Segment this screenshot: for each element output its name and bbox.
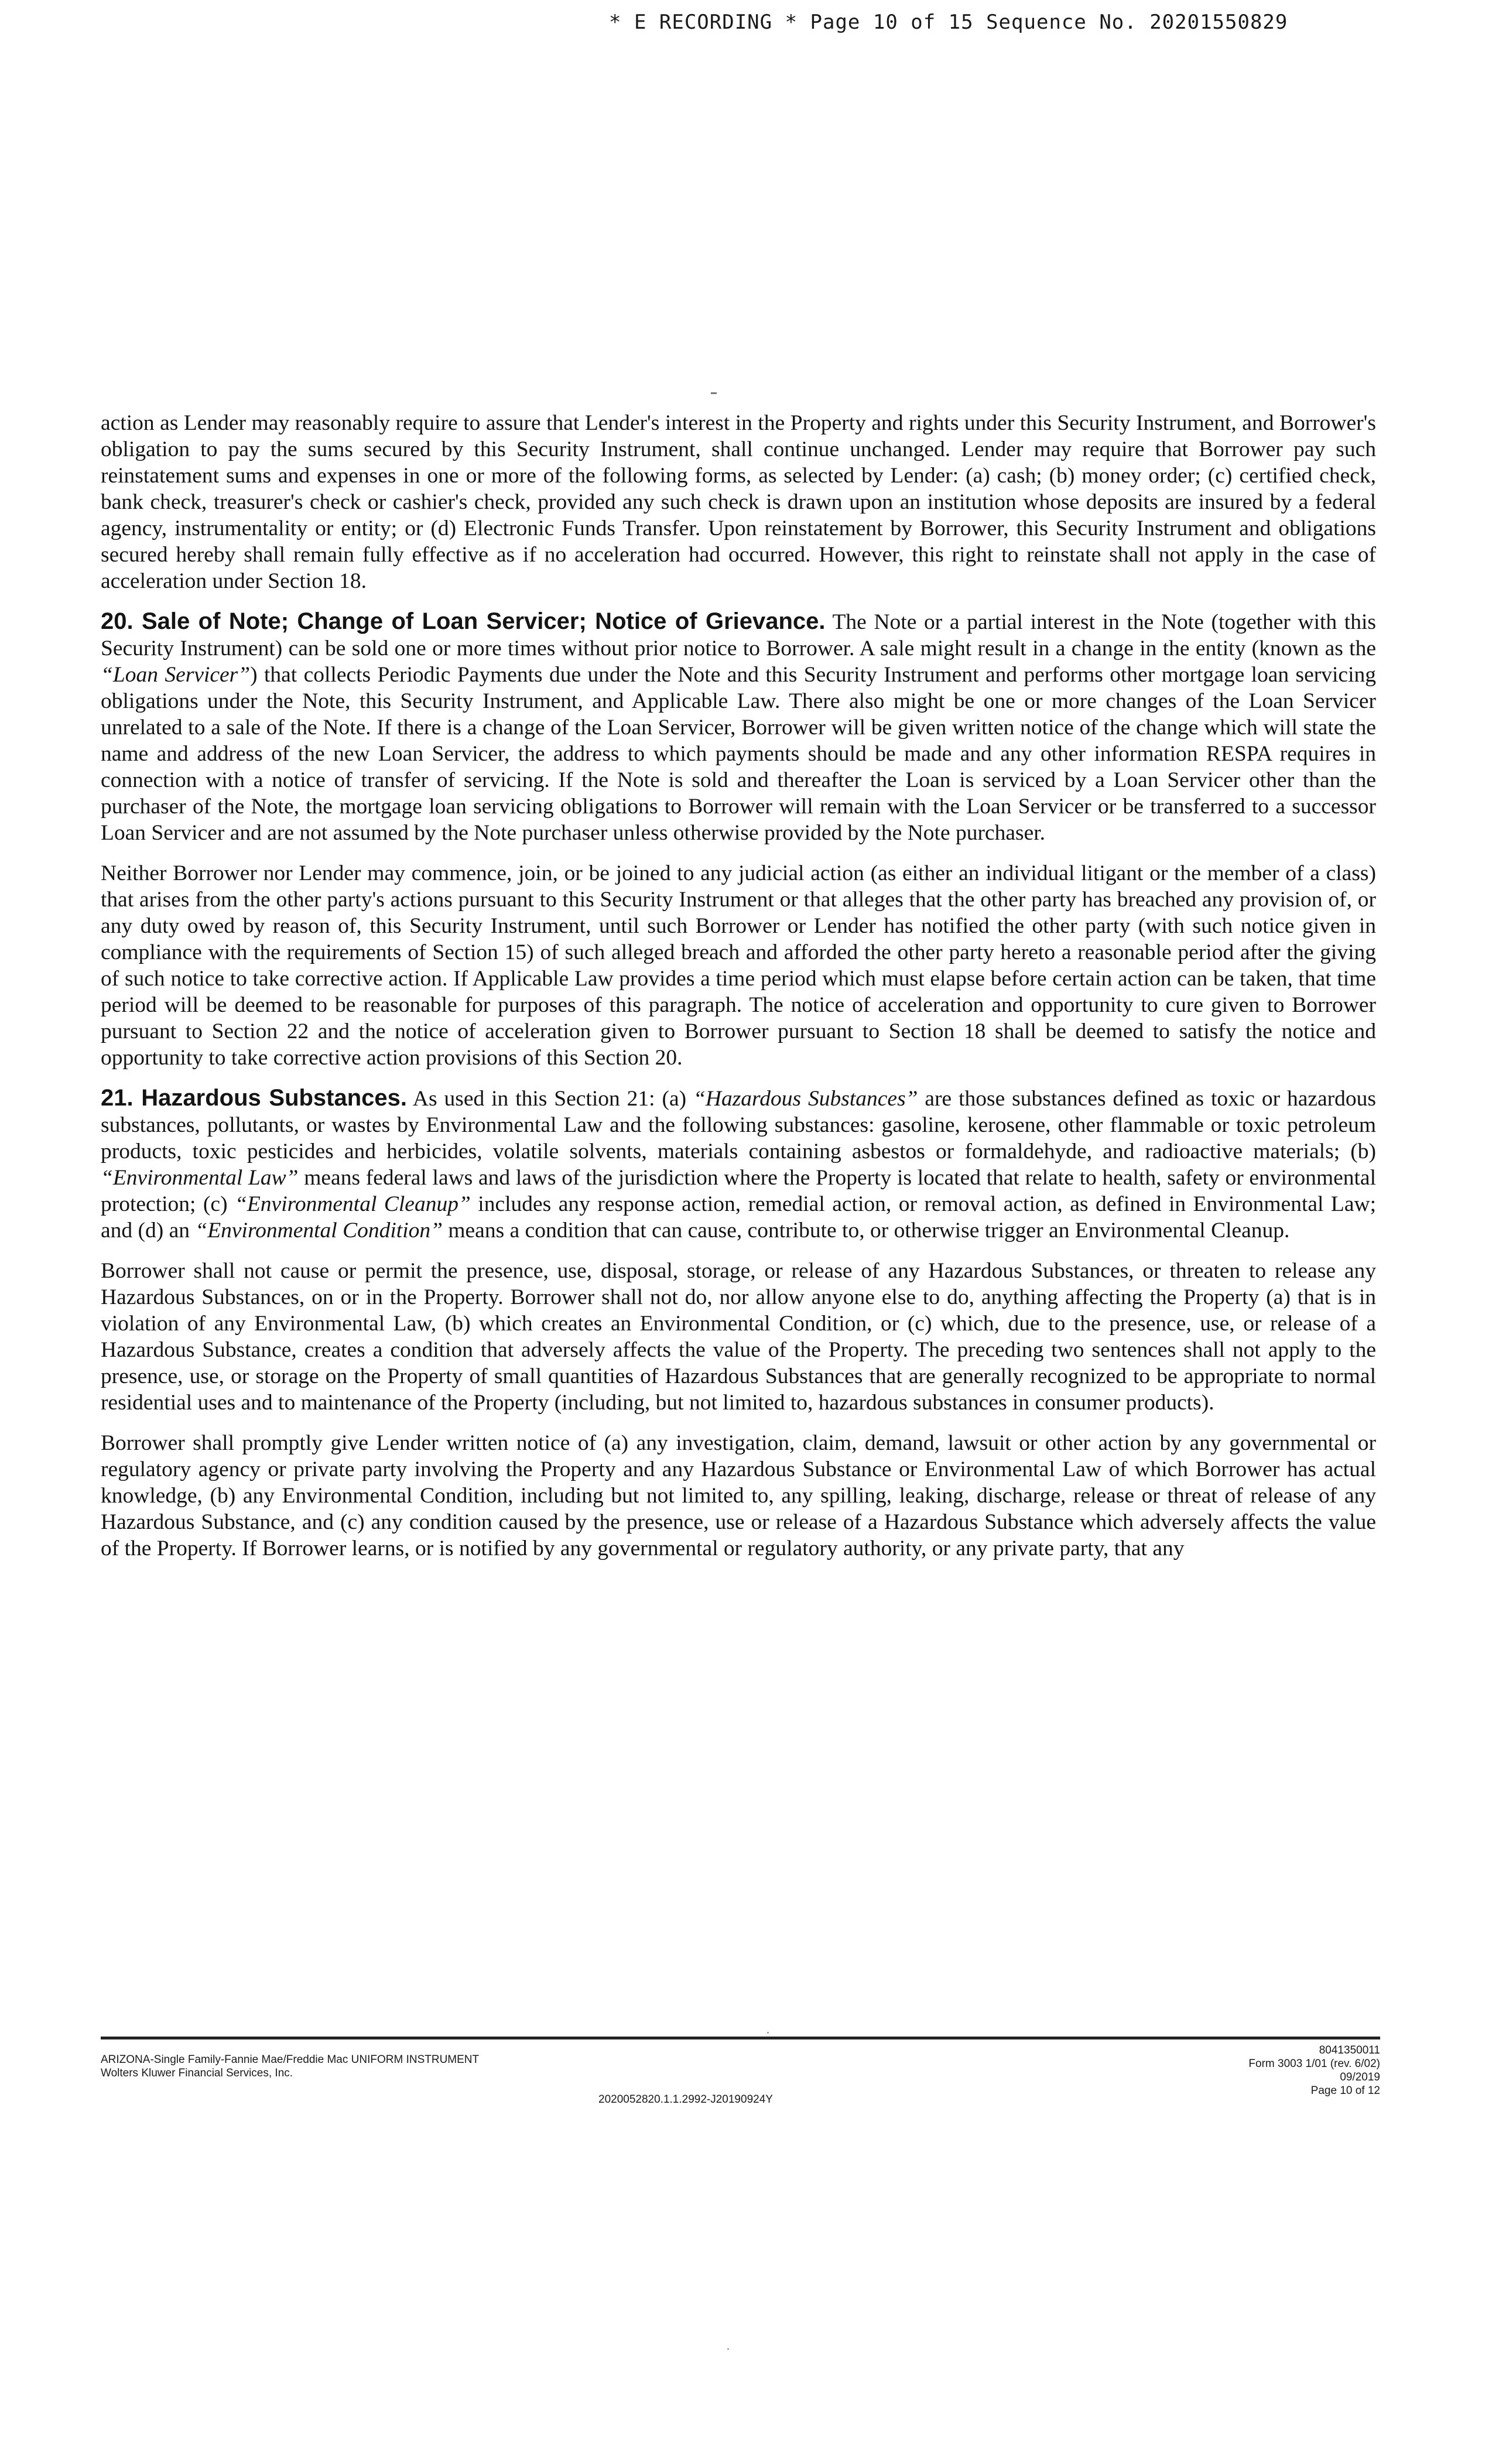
term-loan-servicer: “Loan Servicer” [101,663,251,687]
term-environmental-condition: “Environmental Condition” [195,1219,443,1243]
section-21-text-d: includes any response action, remedial action, or removal action, as defined in Environmental Law; and (d) an [101,1192,1376,1243]
paragraph-continuation: action as Lender may reasonably require to assure that Lender's interest in the Property and rights under this Security Instrument, and Borrower's obligation to pay the sums secured by this Security Instrument, shall continue unchanged. Lender may require that Borrower pay such reinstatement sums and expenses in one or more of the following forms, as selected by Lender: (a) cash; (b) money order; (c) certified check, bank check, treasurer's check or cashier's check, provided any such check is drawn upon an institution whose deposits are insured by a federal agency, instrumentality or entity; or (d) Electronic Funds Transfer. Upon reinstatement by Borrower, this Security Instrument and obligations secured hereby shall remain fully effective as if no acceleration had occurred. However, this right to reinstate shall not apply in the case of acceleration under Section 18. [101,411,1376,593]
section-21-text-e: means a condition that can cause, contribute to, or otherwise trigger an Environmental Cleanup. [442,1219,1290,1243]
form-date: 09/2019 [1340,2071,1380,2083]
section-21 [101,1085,1376,1244]
form-title: ARIZONA-Single Family-Fannie Mae/Freddie Mac UNIFORM INSTRUMENT [101,2054,480,2066]
term-environmental-cleanup: “Environmental Cleanup” [235,1192,471,1216]
section-21-text-a: As used in this Section 21: (a) [412,1087,694,1111]
recording-header: * E RECORDING * Page 10 of 15 Sequence No. 20201550829 [609,11,1288,34]
term-environmental-law: “Environmental Law” [101,1166,299,1190]
section-20-text-a: The Note or a partial interest in the Note (together with this Security Instrument) can be sold one or more times without prior notice to Borrower. A sale might result in a change in the entity (known as the [101,610,1376,661]
form-number: Form 3003 1/01 (rev. 6/02) [1248,2058,1380,2070]
section-21-text-b: are those substances defined as toxic or hazardous substances, pollutants, or wastes by Environmental Law and the following substances: gasoline, kerosene, other flammable or toxic petroleum products, toxic pesticides and herbicides, volatile solvents, materials containing asbestos or formaldehyde, and radioactive materials; (b) [101,1087,1377,1163]
section-21-text-c: means federal laws and laws of the jurisdiction where the Property is located that relate to health, safety or environmental protection; (c) [101,1166,1376,1216]
footer [101,2044,1380,2108]
document-body [101,410,1376,1576]
section-21-heading: 21. Hazardous Substances. [101,1085,408,1111]
footer-divider [101,2037,1380,2039]
section-21-paragraph-3: Borrower shall promptly give Lender written notice of (a) any investigation, claim, demand, lawsuit or other action by any governmental or regulatory agency or private party involving the Property and any Hazardous Substance or Environmental Law of which Borrower has actual knowledge, (b) any Environmental Condition, including but not limited to, any spilling, leaking, discharge, release or threat of release of any Hazardous Substance, and (c) any condition caused by the presence, use or release of a Hazardous Substance which adversely affects the value of the Property. If Borrower learns, or is notified by any governmental or regulatory authority, or any private party, that any [101,1431,1376,1560]
section-20-paragraph-2: Neither Borrower nor Lender may commence, join, or be joined to any judicial action (as either an individual litigant or the member of a class) that arises from the other party's actions pursuant to this Security Instrument or that alleges that the other party has breached any provision of, or any duty owed by reason of, this Security Instrument, until such Borrower or Lender has notified the other party (with such notice given in compliance with the requirements of Section 15) of such alleged breach and afforded the other party hereto a reasonable period after the giving of such notice to take corrective action. If Applicable Law provides a time period which must elapse before certain action can be taken, that time period will be deemed to be reasonable for purposes of this paragraph. The notice of acceleration and opportunity to cure given to Borrower pursuant to Section 22 and the notice of acceleration given to Borrower pursuant to Section 18 shall be deemed to satisfy the notice and opportunity to take corrective action provisions of this Section 20. [101,861,1376,1070]
stray-mark [711,392,717,394]
footer-left [101,2053,479,2080]
doc-code: 2020052820.1.1.2992-J20190924Y [598,2093,773,2106]
footer-right [1248,2044,1380,2097]
loan-number: 8041350011 [1319,2044,1380,2056]
section-20 [101,608,1376,846]
page-label: Page 10 of 12 [1310,2085,1380,2097]
publisher: Wolters Kluwer Financial Services, Inc. [101,2067,293,2079]
term-hazardous-substances: “Hazardous Substances” [693,1087,918,1111]
section-20-heading: 20. Sale of Note; Change of Loan Servicer; Notice of Grievance. [101,608,826,634]
section-21-paragraph-2: Borrower shall not cause or permit the presence, use, disposal, storage, or release of any Hazardous Substances, or threaten to release any Hazardous Substances, on or in the Property. Borrower shall not do, nor allow anyone else to do, anything affecting the Property (a) that is in violation of any Environmental Law, (b) which creates an Environmental Condition, or (c) which, due to the presence, use, or release of a Hazardous Substance, creates a condition that adversely affects the value of the Property. The preceding two sentences shall not apply to the presence, use, or storage on the Property of small quantities of Hazardous Substances that are generally recognized to be appropriate to normal residential uses and to maintenance of the Property (including, but not limited to, hazardous substances in consumer products). [101,1259,1376,1415]
scan-speck [727,2348,729,2350]
section-20-text-b: ) that collects Periodic Payments due under the Note and this Security Instrument and performs other mortgage loan servicing obligations under the Note, this Security Instrument, and Applicable Law. There also might be one or more changes of the Loan Servicer unrelated to a sale of the Note. If there is a change of the Loan Servicer, Borrower will be given written notice of the change which will state the name and address of the new Loan Servicer, the address to which payments should be made and any other information RESPA requires in connection with a notice of transfer of servicing. If the Note is sold and thereafter the Loan is serviced by a Loan Servicer other than the purchaser of the Note, the mortgage loan servicing obligations to Borrower will remain with the Loan Servicer or be transferred to a successor Loan Servicer and are not assumed by the Note purchaser unless otherwise provided by the Note purchaser. [101,663,1376,845]
scan-speck [767,2032,769,2034]
